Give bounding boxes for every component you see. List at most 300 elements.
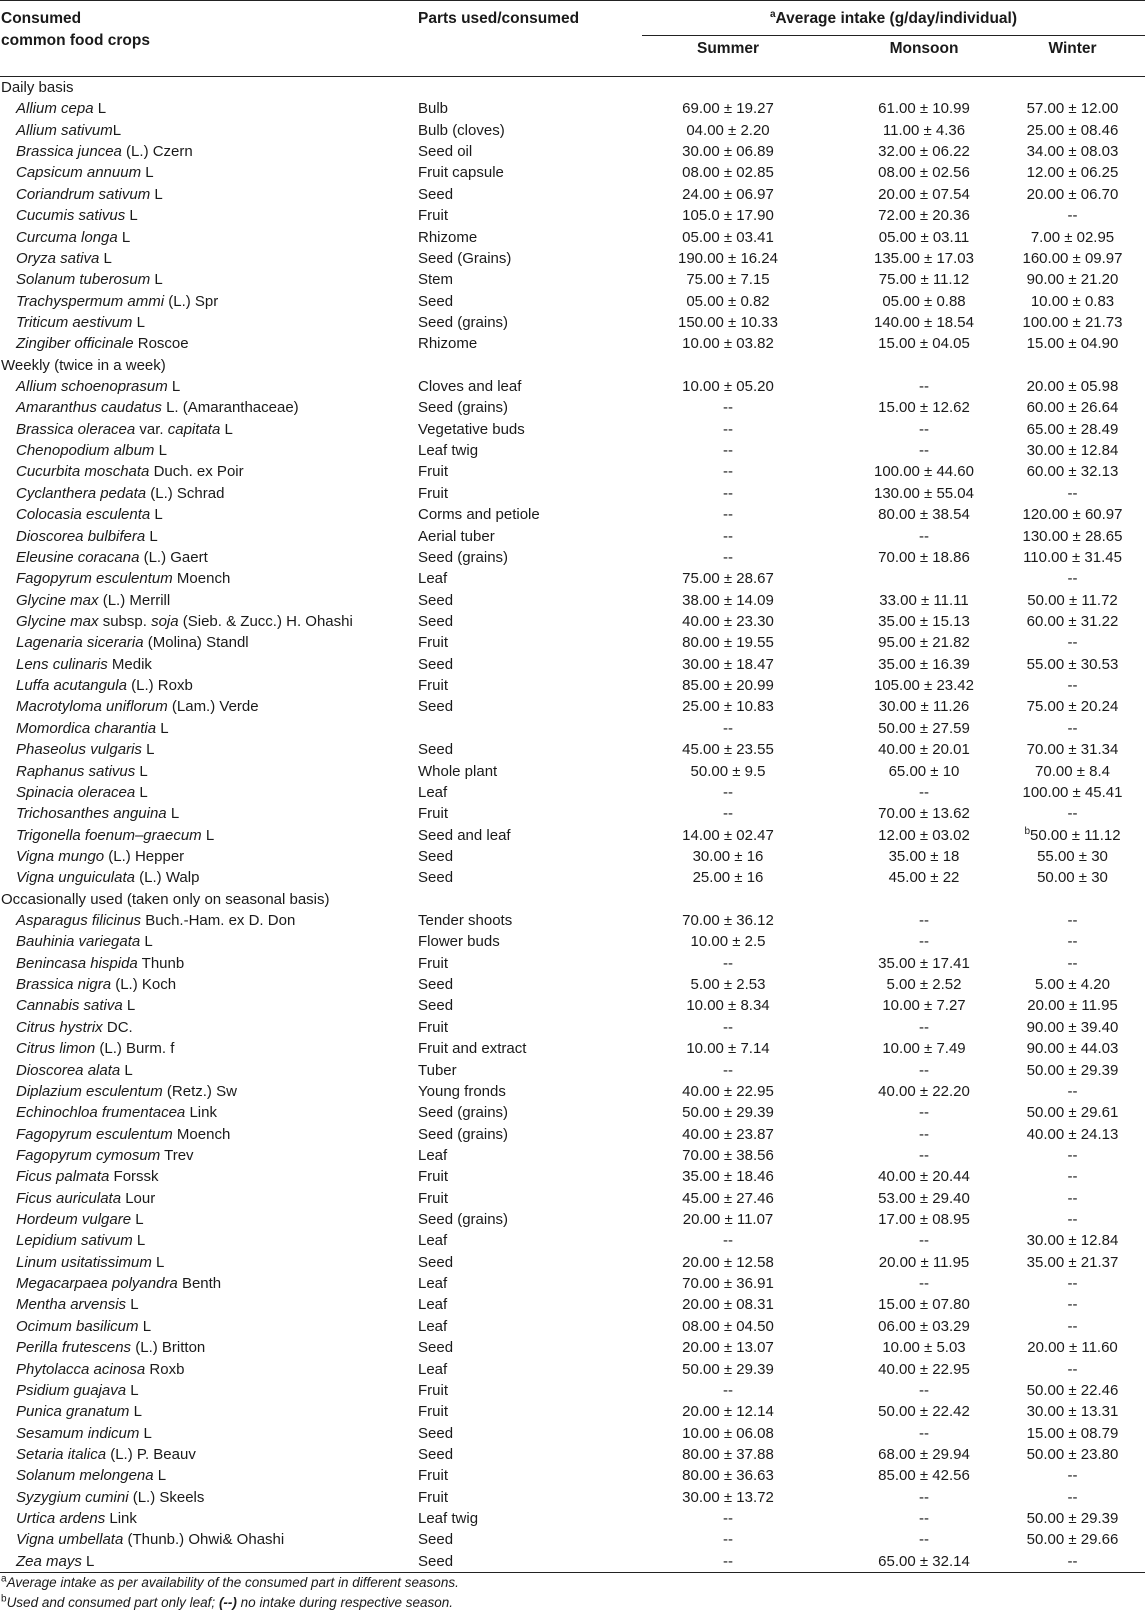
monsoon-cell: 68.00 ± 29.94 bbox=[878, 1446, 970, 1463]
summer-cell: 190.00 ± 16.24 bbox=[678, 249, 778, 267]
summer-cell: 40.00 ± 23.87 bbox=[682, 1125, 774, 1143]
winter-cell bbox=[1000, 248, 1145, 269]
species-name: Zingiber officinale bbox=[16, 335, 134, 353]
monsoon-cell: 15.00 ± 07.80 bbox=[878, 1296, 970, 1314]
winter-cell bbox=[1000, 1166, 1145, 1187]
species-authority: L bbox=[201, 826, 215, 844]
header-average-sup: a bbox=[769, 8, 776, 20]
species-authority: Buch.-Ham. ex D. Don bbox=[141, 912, 296, 930]
monsoon-cell: 95.00 ± 21.82 bbox=[878, 634, 970, 652]
summer-cell: 05.00 ± 03.41 bbox=[682, 228, 774, 246]
part-used-cell: Cloves and leaf bbox=[418, 378, 522, 396]
winter-value: 90.00 ± 21.20 bbox=[1026, 271, 1119, 289]
winter-cell bbox=[1000, 419, 1145, 440]
monsoon-cell: 15.00 ± 04.05 bbox=[878, 335, 970, 353]
monsoon-cell: 65.00 ± 32.14 bbox=[878, 1552, 970, 1570]
species-authority: L bbox=[126, 1381, 139, 1399]
species-cell bbox=[16, 1294, 139, 1315]
table-row bbox=[0, 227, 1145, 248]
species-name: Phaseolus vulgaris bbox=[16, 741, 142, 759]
table-row bbox=[0, 1038, 1145, 1059]
winter-value: 100.00 ± 21.73 bbox=[1022, 313, 1123, 331]
species-authority: Lour bbox=[121, 1189, 156, 1207]
species-name: Diplazium esculentum bbox=[16, 1082, 163, 1100]
part-used-cell: Seed (grains) bbox=[418, 1211, 509, 1229]
species-authority: L bbox=[141, 164, 154, 182]
species-cell bbox=[16, 1401, 142, 1422]
monsoon-cell: 45.00 ± 22 bbox=[888, 869, 960, 887]
footnote-mark: a bbox=[1, 1573, 7, 1585]
table-row bbox=[0, 504, 1145, 525]
species-authority: L bbox=[93, 100, 107, 118]
summer-cell: 10.00 ± 05.20 bbox=[682, 378, 774, 396]
species-authority: L bbox=[99, 249, 112, 267]
table-row bbox=[0, 782, 1145, 803]
winter-cell bbox=[1000, 526, 1145, 547]
part-used-cell: Leaf bbox=[418, 1360, 448, 1378]
winter-value: 25.00 ± 08.46 bbox=[1026, 121, 1119, 139]
species-cell bbox=[16, 227, 130, 248]
species-cell bbox=[16, 1102, 217, 1123]
winter-cell bbox=[1000, 1124, 1145, 1145]
species-cell bbox=[16, 98, 106, 119]
summer-cell: 80.00 ± 19.55 bbox=[682, 634, 774, 652]
monsoon-cell: 61.00 ± 10.99 bbox=[878, 100, 970, 118]
species-cell bbox=[16, 1551, 94, 1572]
header-parts: Parts used/consumed bbox=[418, 10, 580, 27]
monsoon-cell: 85.00 ± 42.56 bbox=[878, 1467, 970, 1485]
table-row bbox=[0, 440, 1145, 461]
species-cell bbox=[16, 1487, 204, 1508]
species-name: Chenopodium album bbox=[16, 442, 155, 460]
species-name: Mentha arvensis bbox=[16, 1296, 127, 1314]
part-used-cell: Fruit bbox=[418, 1018, 448, 1036]
species-authority: L. (Amaranthaceae) bbox=[161, 399, 299, 417]
summer-cell: 25.00 ± 16 bbox=[692, 869, 764, 887]
table-row bbox=[0, 120, 1145, 141]
winter-cell bbox=[1000, 995, 1145, 1016]
part-used-cell: Fruit bbox=[418, 1488, 448, 1506]
winter-value: 34.00 ± 08.03 bbox=[1026, 143, 1119, 161]
summer-cell: 24.00 ± 06.97 bbox=[682, 185, 774, 203]
winter-cell bbox=[1000, 1380, 1145, 1401]
winter-cell bbox=[1000, 461, 1145, 482]
table-row bbox=[0, 1252, 1145, 1273]
table-row bbox=[0, 483, 1145, 504]
winter-cell bbox=[1000, 162, 1145, 183]
winter-value: -- bbox=[1067, 719, 1078, 737]
summer-cell: -- bbox=[723, 548, 733, 566]
winter-cell bbox=[1000, 910, 1145, 931]
species-authority: (L.) Hepper bbox=[104, 847, 185, 865]
summer-cell: 20.00 ± 12.58 bbox=[682, 1253, 774, 1271]
winter-cell bbox=[1000, 675, 1145, 696]
species-infraspecific: capitata bbox=[167, 420, 221, 438]
species-cell bbox=[16, 867, 199, 888]
winter-value: 160.00 ± 09.97 bbox=[1022, 249, 1123, 267]
table-row bbox=[0, 1017, 1145, 1038]
summer-cell: 40.00 ± 23.30 bbox=[682, 612, 774, 630]
part-used-cell: Seed (grains) bbox=[418, 548, 509, 566]
table-row bbox=[0, 141, 1145, 162]
species-name: Cyclanthera pedata bbox=[16, 484, 147, 502]
winter-cell bbox=[1000, 205, 1145, 226]
species-authority: L bbox=[150, 506, 163, 524]
summer-cell: -- bbox=[723, 527, 733, 545]
species-authority: (L.) Gaert bbox=[139, 548, 208, 566]
species-name: Lens culinaris bbox=[16, 655, 108, 673]
winter-value: -- bbox=[1067, 1360, 1078, 1378]
species-cell bbox=[16, 141, 193, 162]
footnote-tail: no intake during respective season. bbox=[236, 1595, 454, 1611]
winter-cell bbox=[1000, 227, 1145, 248]
summer-cell: 50.00 ± 9.5 bbox=[690, 762, 766, 780]
summer-cell: 10.00 ± 8.34 bbox=[686, 997, 770, 1015]
species-name: Oryza sativa bbox=[16, 249, 100, 267]
species-authority: L bbox=[120, 1061, 133, 1079]
winter-cell bbox=[1000, 782, 1145, 803]
monsoon-cell: 105.00 ± 23.42 bbox=[874, 677, 974, 695]
species-cell bbox=[16, 184, 163, 205]
species-authority: L bbox=[122, 997, 136, 1015]
winter-value: 60.00 ± 31.22 bbox=[1026, 612, 1119, 630]
monsoon-cell: 06.00 ± 03.29 bbox=[878, 1317, 970, 1335]
species-cell bbox=[16, 846, 184, 867]
species-authority: Forssk bbox=[109, 1168, 159, 1186]
winter-value: 12.00 ± 06.25 bbox=[1026, 164, 1119, 182]
part-used-cell: Leaf twig bbox=[418, 1510, 479, 1528]
monsoon-cell: -- bbox=[919, 783, 929, 801]
part-used-cell: Seed bbox=[418, 655, 454, 673]
winter-value: -- bbox=[1067, 1211, 1078, 1229]
species-name: Vigna umbellata bbox=[16, 1531, 124, 1549]
winter-cell bbox=[1000, 1465, 1145, 1486]
table-row bbox=[0, 632, 1145, 653]
species-authority: (L.) Skeels bbox=[128, 1488, 205, 1506]
species-name: Benincasa hispida bbox=[16, 954, 138, 972]
winter-value: -- bbox=[1067, 484, 1078, 502]
part-used-cell: Fruit bbox=[418, 1467, 448, 1485]
species-authority: Moench bbox=[172, 570, 231, 588]
species-name: Raphanus sativus bbox=[16, 762, 136, 780]
species-authority: (L.) Spr bbox=[164, 292, 219, 310]
winter-value: -- bbox=[1067, 1296, 1078, 1314]
header-avg-rule bbox=[642, 35, 1145, 36]
species-authority: L bbox=[156, 719, 169, 737]
monsoon-cell: 40.00 ± 20.01 bbox=[878, 741, 970, 759]
species-name: Trachyspermum ammi bbox=[16, 292, 165, 310]
species-authority: L bbox=[117, 228, 131, 246]
species-cell bbox=[16, 910, 295, 931]
species-cell bbox=[16, 419, 233, 440]
winter-value: 30.00 ± 12.84 bbox=[1026, 442, 1119, 460]
species-authority: L bbox=[139, 1424, 152, 1442]
species-authority: (L.) Merrill bbox=[98, 591, 171, 609]
species-name: Lepidium sativum bbox=[16, 1232, 133, 1250]
monsoon-cell: 35.00 ± 18 bbox=[888, 847, 960, 865]
winter-value: -- bbox=[1067, 954, 1078, 972]
winter-value: -- bbox=[1067, 1168, 1078, 1186]
species-cell bbox=[16, 1145, 194, 1166]
species-authority: L bbox=[153, 1467, 167, 1485]
footnotes bbox=[0, 1573, 1145, 1613]
winter-value: 110.00 ± 31.45 bbox=[1023, 548, 1122, 566]
species-authority: L bbox=[132, 313, 145, 331]
summer-cell: 40.00 ± 22.95 bbox=[682, 1082, 774, 1100]
winter-cell bbox=[1000, 803, 1145, 824]
winter-cell bbox=[1000, 141, 1145, 162]
section-row bbox=[0, 889, 1145, 910]
monsoon-cell: -- bbox=[919, 1510, 929, 1528]
part-used-cell: Seed bbox=[418, 1253, 454, 1271]
species-authority: Trev bbox=[160, 1146, 194, 1164]
footnote-text: Used and consumed part only leaf; bbox=[6, 1595, 219, 1611]
monsoon-cell: 40.00 ± 22.20 bbox=[878, 1082, 970, 1100]
winter-cell bbox=[1000, 120, 1145, 141]
summer-cell: 30.00 ± 13.72 bbox=[682, 1488, 774, 1506]
species-name: Luffa acutangula bbox=[16, 677, 127, 695]
winter-value: 90.00 ± 39.40 bbox=[1026, 1018, 1119, 1036]
footnote bbox=[0, 1573, 1145, 1593]
species-authority: Benth bbox=[177, 1275, 222, 1293]
part-used-cell: Rhizome bbox=[418, 335, 478, 353]
species-cell bbox=[16, 1337, 205, 1358]
species-cell bbox=[16, 739, 154, 760]
summer-cell: 50.00 ± 29.39 bbox=[682, 1104, 774, 1122]
summer-cell: 10.00 ± 06.08 bbox=[682, 1424, 774, 1442]
table-row bbox=[0, 1487, 1145, 1508]
species-authority: (L.) Walp bbox=[135, 869, 200, 887]
summer-cell: 30.00 ± 16 bbox=[692, 847, 764, 865]
winter-value: 60.00 ± 26.64 bbox=[1026, 399, 1119, 417]
species-name: Echinochloa frumentacea bbox=[16, 1104, 186, 1122]
monsoon-cell: 20.00 ± 11.95 bbox=[878, 1253, 970, 1271]
part-used-cell: Stem bbox=[418, 271, 454, 289]
section-title: Weekly (twice in a week) bbox=[1, 356, 166, 374]
winter-value: -- bbox=[1067, 677, 1078, 695]
species-authority: Duch. ex Poir bbox=[149, 463, 244, 481]
species-name: Linum usitatissimum bbox=[16, 1253, 152, 1271]
species-name: Ficus auriculata bbox=[16, 1189, 122, 1207]
species-name: Dioscorea alata bbox=[16, 1061, 121, 1079]
species-name: Coriandrum sativum bbox=[16, 185, 151, 203]
monsoon-cell: 33.00 ± 11.11 bbox=[879, 591, 969, 609]
summer-cell: 75.00 ± 28.67 bbox=[682, 570, 774, 588]
header-top-rule bbox=[0, 0, 1145, 1]
part-used-cell: Seed bbox=[418, 997, 454, 1015]
species-name: Syzygium cumini bbox=[16, 1488, 129, 1506]
summer-cell: 80.00 ± 36.63 bbox=[682, 1467, 774, 1485]
winter-cell bbox=[1000, 974, 1145, 995]
species-authority: L bbox=[126, 1296, 139, 1314]
winter-value: -- bbox=[1067, 1275, 1078, 1293]
winter-value: -- bbox=[1067, 1146, 1078, 1164]
summer-cell: 08.00 ± 04.50 bbox=[682, 1317, 774, 1335]
species-cell bbox=[16, 461, 244, 482]
winter-value: 120.00 ± 60.97 bbox=[1022, 506, 1123, 524]
species-cell bbox=[16, 1060, 133, 1081]
winter-value: 20.00 ± 11.60 bbox=[1027, 1339, 1118, 1357]
header-summer: Summer bbox=[696, 40, 760, 57]
species-name: Fagopyrum esculentum bbox=[16, 570, 173, 588]
species-name: Momordica charantia bbox=[16, 719, 157, 737]
table-row bbox=[0, 568, 1145, 589]
summer-cell: 20.00 ± 08.31 bbox=[682, 1296, 774, 1314]
species-cell bbox=[16, 1209, 144, 1230]
part-used-cell: Seed bbox=[418, 869, 454, 887]
table-row bbox=[0, 184, 1145, 205]
summer-cell: 05.00 ± 0.82 bbox=[686, 292, 770, 310]
winter-cell bbox=[1000, 1188, 1145, 1209]
monsoon-cell: 11.00 ± 4.36 bbox=[882, 121, 966, 139]
winter-value: 50.00 ± 11.72 bbox=[1027, 591, 1118, 609]
species-name: Citrus hystrix bbox=[16, 1018, 103, 1036]
winter-cell bbox=[1000, 1230, 1145, 1251]
species-authority: L bbox=[166, 805, 180, 823]
winter-cell bbox=[1000, 696, 1145, 717]
summer-cell: -- bbox=[723, 506, 733, 524]
species-cell bbox=[16, 1465, 166, 1486]
summer-cell: 5.00 ± 2.53 bbox=[690, 976, 766, 994]
species-name: Triticum aestivum bbox=[16, 313, 133, 331]
monsoon-cell: 08.00 ± 02.56 bbox=[878, 164, 970, 182]
winter-value: -- bbox=[1067, 207, 1078, 225]
winter-cell bbox=[1000, 312, 1145, 333]
species-name: Ocimum basilicum bbox=[16, 1317, 139, 1335]
winter-value: -- bbox=[1067, 933, 1078, 951]
part-used-cell: Fruit bbox=[418, 1189, 448, 1207]
table-row bbox=[0, 1060, 1145, 1081]
species-authority: L bbox=[135, 783, 148, 801]
monsoon-cell: 30.00 ± 11.26 bbox=[878, 698, 970, 716]
species-cell bbox=[16, 953, 184, 974]
species-authority: L bbox=[138, 1317, 152, 1335]
part-used-cell: Seed bbox=[418, 847, 454, 865]
table-row bbox=[0, 696, 1145, 717]
winter-cell bbox=[1000, 846, 1145, 867]
part-used-cell: Fruit bbox=[418, 1381, 448, 1399]
winter-value: 50.00 ± 29.39 bbox=[1026, 1510, 1119, 1528]
part-used-cell: Fruit and extract bbox=[418, 1040, 527, 1058]
part-used-cell: Leaf bbox=[418, 783, 448, 801]
winter-cell bbox=[1000, 611, 1145, 632]
monsoon-cell: 40.00 ± 20.44 bbox=[878, 1168, 970, 1186]
species-cell bbox=[16, 483, 224, 504]
winter-value: 15.00 ± 04.90 bbox=[1026, 335, 1119, 353]
species-name: Megacarpaea polyandra bbox=[16, 1275, 178, 1293]
part-used-cell: Seed bbox=[418, 185, 454, 203]
header-crops-line2: common food crops bbox=[1, 32, 150, 49]
part-used-cell: Seed oil bbox=[418, 143, 473, 161]
species-cell bbox=[16, 526, 158, 547]
part-used-cell: Seed bbox=[418, 1531, 454, 1549]
summer-cell: -- bbox=[723, 1232, 733, 1250]
summer-cell: -- bbox=[723, 399, 733, 417]
species-authority: (L.) Britton bbox=[131, 1339, 206, 1357]
table-row bbox=[0, 526, 1145, 547]
table-row bbox=[0, 248, 1145, 269]
winter-cell bbox=[1000, 867, 1145, 888]
winter-value: 50.00 ± 22.46 bbox=[1026, 1381, 1119, 1399]
monsoon-cell: 130.00 ± 55.04 bbox=[874, 484, 974, 502]
species-authority: subsp. bbox=[98, 612, 152, 630]
table-row bbox=[0, 269, 1145, 290]
table-row bbox=[0, 1551, 1145, 1572]
winter-cell bbox=[1000, 718, 1145, 739]
monsoon-cell: -- bbox=[919, 1381, 929, 1399]
winter-cell bbox=[1000, 397, 1145, 418]
winter-value: 40.00 ± 24.13 bbox=[1026, 1125, 1119, 1143]
table-row bbox=[0, 1294, 1145, 1315]
species-authority: Thunb bbox=[137, 954, 185, 972]
table-row bbox=[0, 397, 1145, 418]
monsoon-cell: 17.00 ± 08.95 bbox=[878, 1211, 970, 1229]
winter-value: 57.00 ± 12.00 bbox=[1026, 100, 1119, 118]
monsoon-cell: -- bbox=[919, 1424, 929, 1442]
species-authority: (Retz.) Sw bbox=[162, 1082, 237, 1100]
winter-value: -- bbox=[1067, 634, 1078, 652]
monsoon-cell: 80.00 ± 38.54 bbox=[878, 506, 970, 524]
summer-cell: -- bbox=[723, 463, 733, 481]
winter-value: 10.00 ± 0.83 bbox=[1030, 292, 1115, 310]
part-used-cell: Seed bbox=[418, 1424, 454, 1442]
species-name: Fagopyrum cymosum bbox=[16, 1146, 161, 1164]
monsoon-cell: 12.00 ± 03.02 bbox=[878, 826, 970, 844]
table-row bbox=[0, 739, 1145, 760]
winter-value: -- bbox=[1067, 1467, 1078, 1485]
summer-cell: 20.00 ± 12.14 bbox=[682, 1403, 774, 1421]
part-used-cell: Leaf bbox=[418, 1146, 448, 1164]
species-name: Allium cepa bbox=[16, 100, 94, 118]
species-cell bbox=[16, 1423, 152, 1444]
winter-cell bbox=[1000, 1081, 1145, 1102]
part-used-cell: Seed (Grains) bbox=[418, 249, 512, 267]
species-name: Vigna unguiculata bbox=[16, 869, 135, 887]
species-authority: L bbox=[129, 1403, 142, 1421]
summer-cell: 30.00 ± 06.89 bbox=[682, 143, 774, 161]
summer-cell: 150.00 ± 10.33 bbox=[678, 313, 778, 331]
table-row bbox=[0, 1209, 1145, 1230]
monsoon-cell: 65.00 ± 10 bbox=[888, 762, 960, 780]
species-name: Zea mays bbox=[16, 1552, 82, 1570]
monsoon-cell: 100.00 ± 44.60 bbox=[874, 463, 974, 481]
winter-cell bbox=[1000, 1209, 1145, 1230]
winter-value: 7.00 ± 02.95 bbox=[1030, 228, 1115, 246]
winter-cell bbox=[1000, 1487, 1145, 1508]
species-cell bbox=[16, 675, 193, 696]
winter-cell bbox=[1000, 1017, 1145, 1038]
species-authority: Link bbox=[185, 1104, 217, 1122]
part-used-cell: Seed bbox=[418, 292, 454, 310]
species-authority: L bbox=[145, 527, 158, 545]
winter-cell bbox=[1000, 376, 1145, 397]
species-cell bbox=[16, 547, 208, 568]
part-used-cell: Fruit bbox=[418, 1403, 448, 1421]
winter-cell bbox=[1000, 739, 1145, 760]
part-used-cell: Fruit bbox=[418, 484, 448, 502]
summer-cell: 50.00 ± 29.39 bbox=[682, 1360, 774, 1378]
winter-value: -- bbox=[1067, 1488, 1078, 1506]
summer-cell: -- bbox=[723, 1510, 733, 1528]
table-row bbox=[0, 333, 1145, 354]
part-used-cell: Seed bbox=[418, 741, 454, 759]
winter-footnote-mark: b bbox=[1024, 825, 1031, 837]
species-cell bbox=[16, 590, 170, 611]
species-authority: L bbox=[135, 762, 148, 780]
part-used-cell: Seed bbox=[418, 976, 454, 994]
species-cell bbox=[16, 333, 189, 354]
winter-cell bbox=[1000, 931, 1145, 952]
